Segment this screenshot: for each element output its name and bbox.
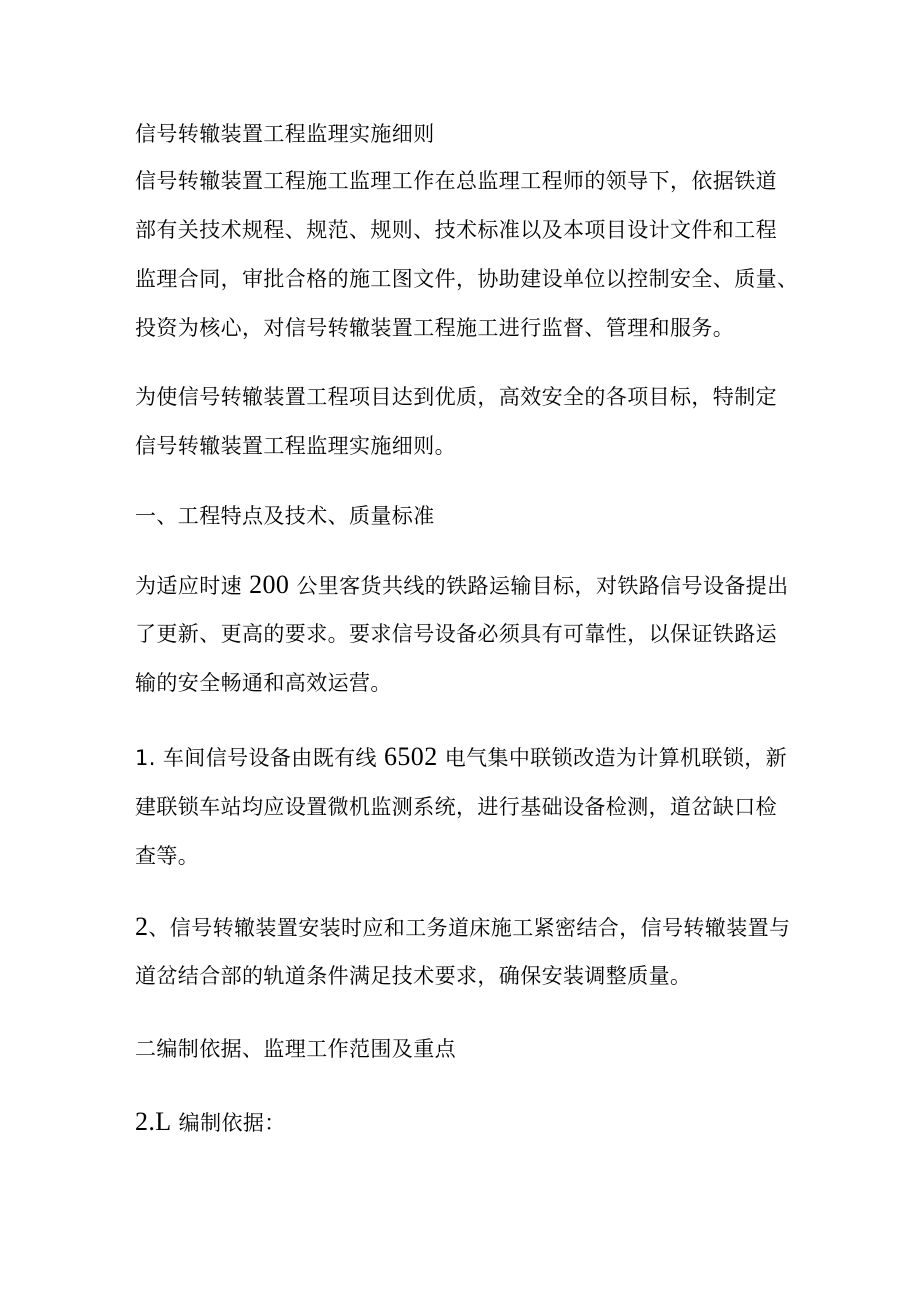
item-number: 2 <box>135 912 149 941</box>
item-text: 1. 车间信号设备由既有线 <box>135 746 377 770</box>
section-2-heading: 二编制依据、监理工作范围及重点 <box>135 1037 456 1061</box>
intro-line-4: 投资为核心，对信号转辙装置工程施工进行监督、管理和服务。 <box>135 316 735 340</box>
document-title: 信号转辙装置工程监理实施细则 <box>135 122 435 146</box>
purpose-line-2: 信号转辙装置工程监理实施细则。 <box>135 434 456 458</box>
item-2-line-1 <box>135 913 790 942</box>
sub-number: 2.L <box>135 1107 172 1136</box>
section-1-heading: 一、工程特点及技术、质量标准 <box>135 504 435 528</box>
model-number: 6502 <box>384 742 438 771</box>
intro-line-1: 信号转辙装置工程施工监理工作在总监理工程师的领导下，依据铁道 <box>135 169 777 193</box>
item-2-line-2: 道岔结合部的轨道条件满足技术要求，确保安装调整质量。 <box>135 964 692 988</box>
item-1-line-1 <box>135 743 787 772</box>
purpose-line-1: 为使信号转辙装置工程项目达到优质，高效安全的各项目标，特制定 <box>135 385 777 409</box>
para-text: 为适应时速 <box>135 574 242 598</box>
speed-number: 200 <box>249 570 290 599</box>
para-text: 公里客货共线的铁路运输目标，对铁路信号设备提出 <box>296 574 789 598</box>
intro-line-3: 监理合同，审批合格的施工图文件，协助建设单位以控制安全、质量、 <box>135 267 799 291</box>
section-1-para-line-3: 输的安全畅通和高效运营。 <box>135 671 392 695</box>
item-1-line-2: 建联锁车站均应设置微机监测系统，进行基础设备检测，道岔缺口检 <box>135 795 777 819</box>
intro-line-2: 部有关技术规程、规范、规则、技术标准以及本项目设计文件和工程 <box>135 218 777 242</box>
item-text: 电气集中联锁改造为计算机联锁，新 <box>444 746 788 770</box>
item-text: 、信号转辙装置安装时应和工务道床施工紧密结合，信号转辙装置与 <box>148 916 791 940</box>
item-1-line-3: 查等。 <box>135 844 200 868</box>
sub-label: 编制依据： <box>178 1111 286 1135</box>
section-1-para-line-1 <box>135 571 789 600</box>
section-2-sub-heading <box>135 1108 286 1137</box>
section-1-para-line-2: 了更新、更高的要求。要求信号设备必须具有可靠性，以保证铁路运 <box>135 622 777 646</box>
